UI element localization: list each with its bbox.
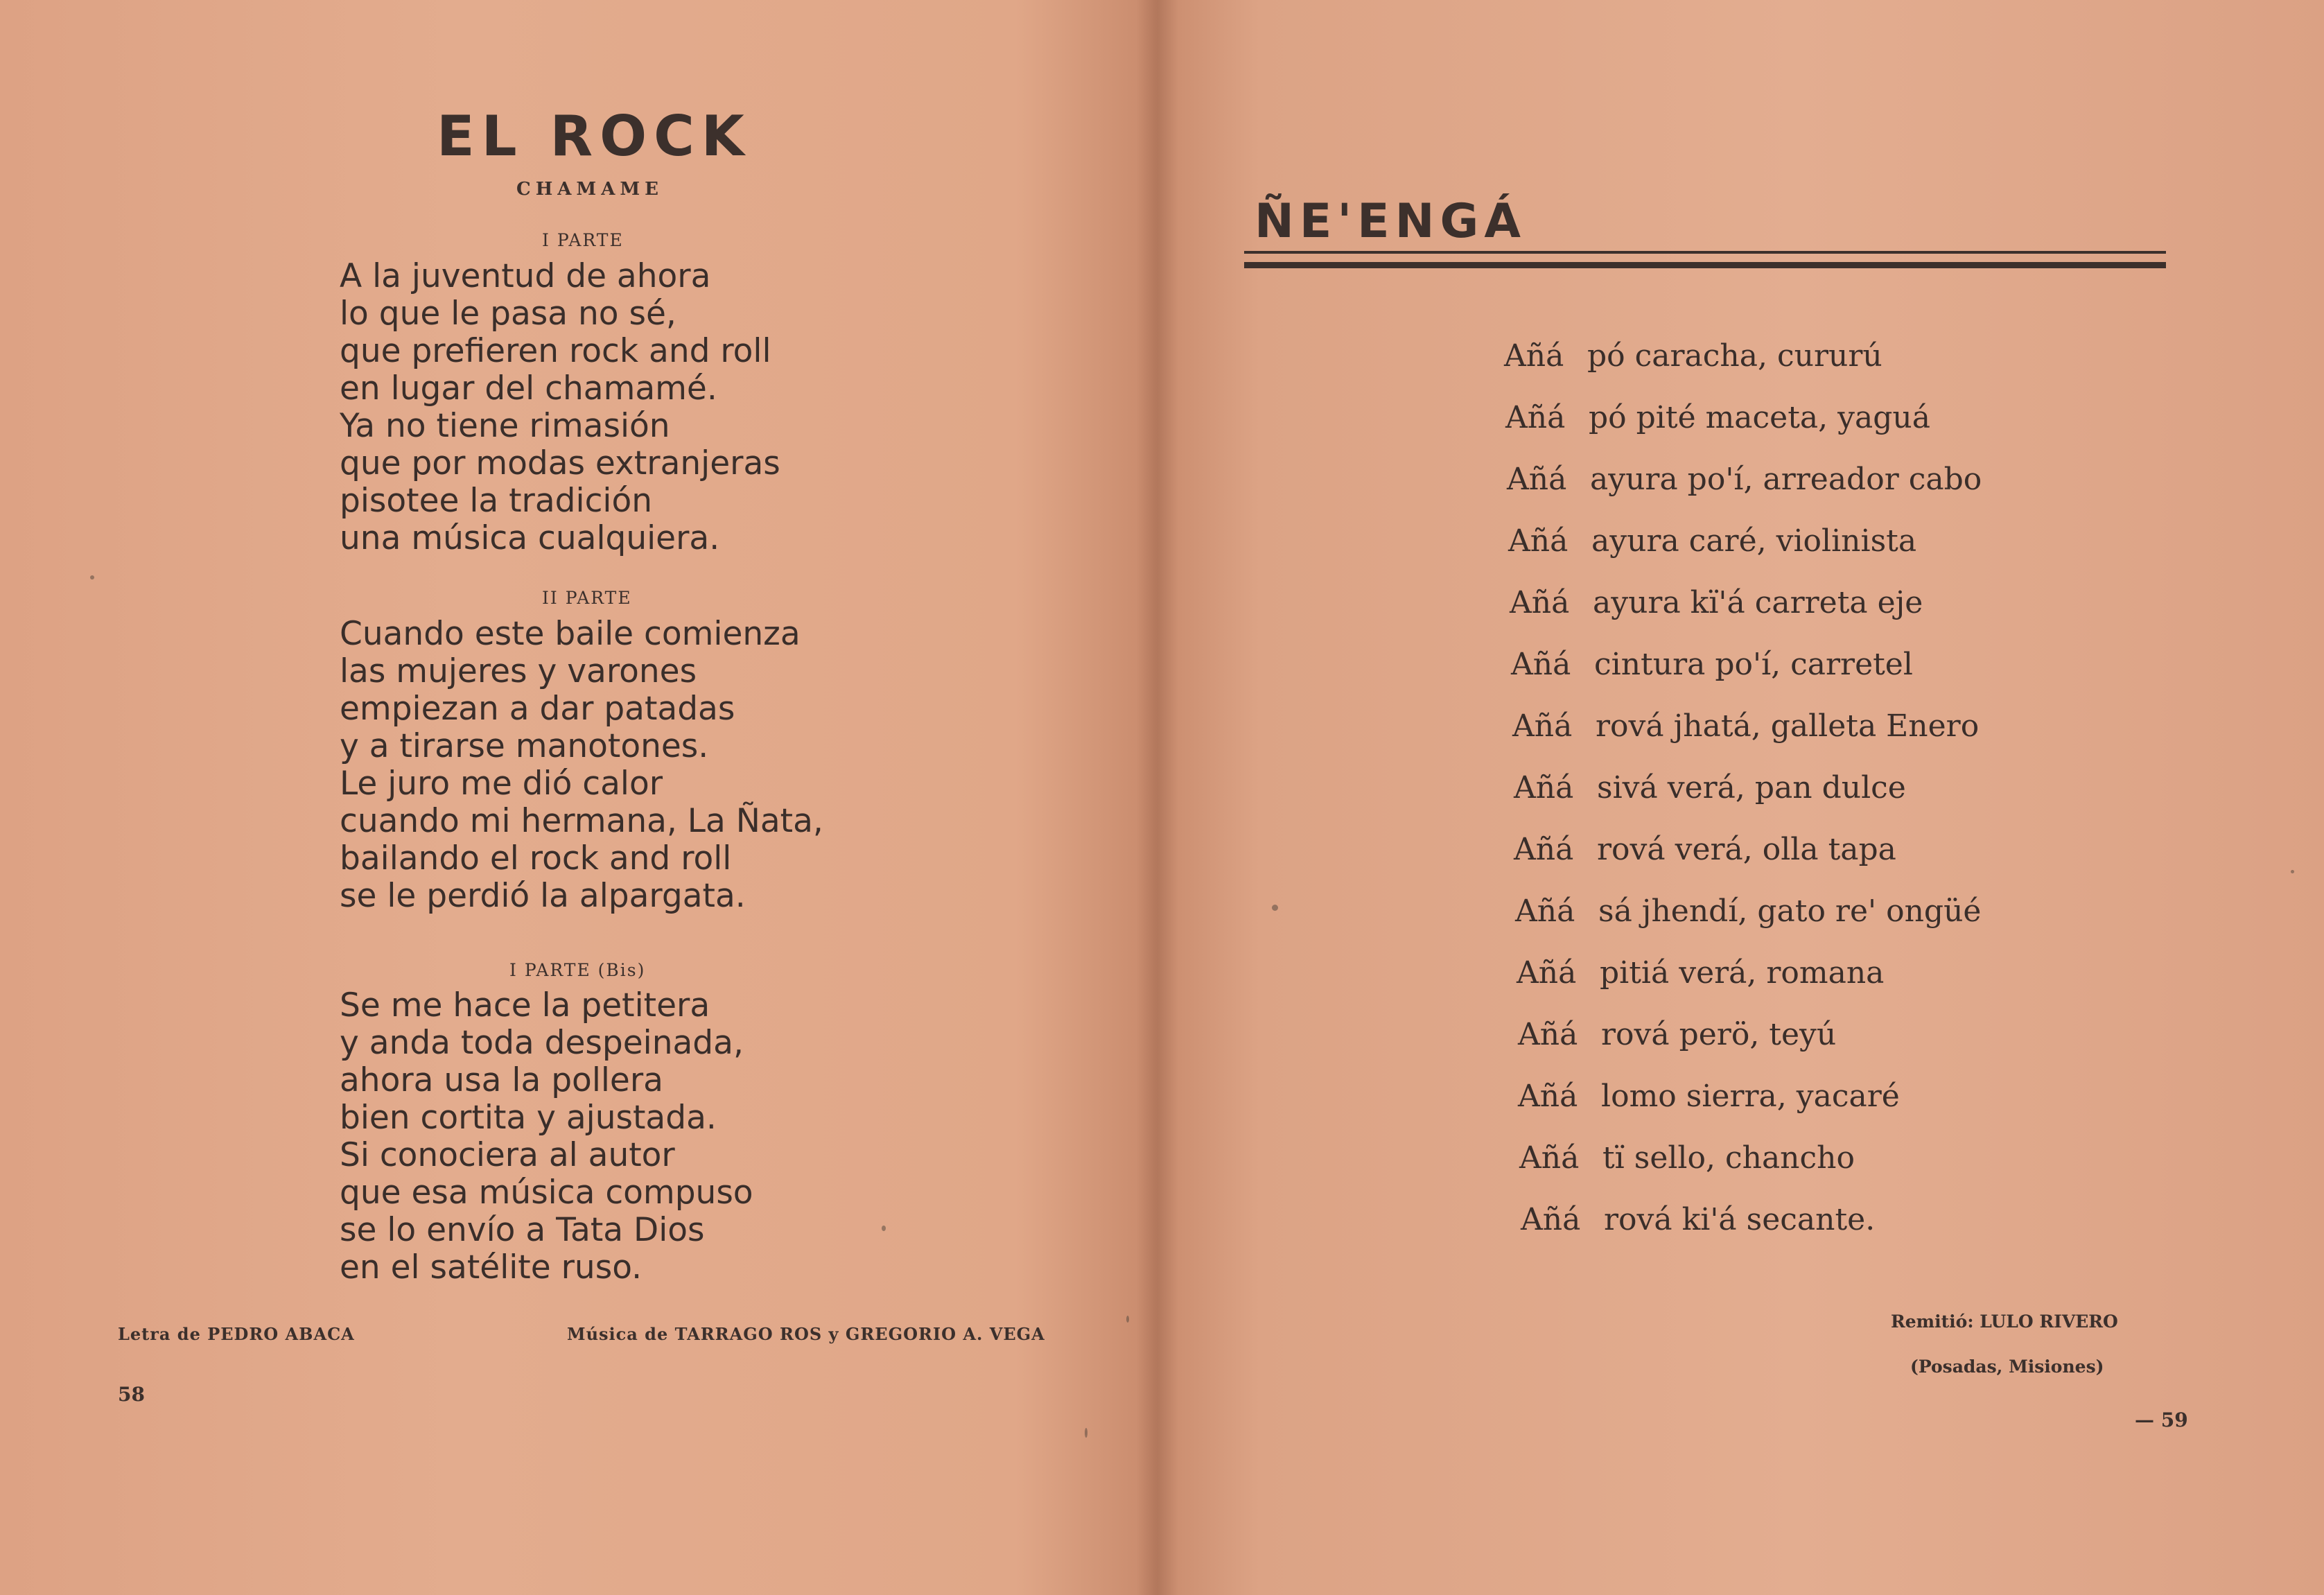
verse-line: A la juventud de ahora	[340, 257, 711, 295]
verse-line	[1504, 338, 1982, 400]
verse-line: Si conociera al autor	[340, 1136, 675, 1174]
verse-line: empiezan a dar patadas	[340, 690, 735, 728]
line-text: ayura kï'á carreta eje	[1593, 585, 1923, 620]
line-text: ayura po'í, arreador cabo	[1590, 462, 1982, 497]
line-text: ayura caré, violinista	[1591, 523, 1917, 559]
line-lead: Añá	[1514, 832, 1574, 867]
line-lead: Añá	[1517, 955, 1577, 991]
verse-line: cuando mi hermana, La Ñata,	[340, 802, 823, 840]
verse-line: se lo envío a Tata Dios	[340, 1211, 705, 1249]
verse-line: y a tirarse manotones.	[340, 727, 709, 765]
line-lead: Añá	[1508, 523, 1569, 559]
verse-line: pisotee la tradición	[340, 482, 653, 520]
line-lead: Añá	[1505, 400, 1566, 435]
line-text: sivá verá, pan dulce	[1597, 770, 1906, 805]
lyrics-credit: Letra de PEDRO ABACA	[118, 1324, 355, 1344]
verse-line: Cuando este baile comienza	[340, 615, 801, 653]
verse-line: en lugar del chamamé.	[340, 369, 717, 408]
paper-speck	[882, 1226, 886, 1231]
verse-line	[1518, 1079, 1982, 1140]
verse-line	[1505, 400, 1982, 462]
line-text: rová ki'á secante.	[1604, 1202, 1876, 1237]
line-lead: Añá	[1521, 1202, 1581, 1237]
paper-speck	[2291, 870, 2294, 873]
line-text: pitiá verá, romana	[1600, 955, 1885, 991]
verse-line	[1515, 894, 1982, 955]
line-lead: Añá	[1518, 1079, 1578, 1114]
verse-line	[1518, 1017, 1982, 1079]
sender-location: (Posadas, Misiones)	[1910, 1357, 2104, 1377]
paper-speck	[90, 575, 94, 579]
verse-line: lo que le pasa no sé,	[340, 295, 676, 333]
line-text: lomo sierra, yacaré	[1601, 1079, 1900, 1114]
line-text: rová verá, olla tapa	[1597, 832, 1896, 867]
line-text: rová jhatá, galleta Enero	[1596, 708, 1980, 744]
verse-line: y anda toda despeinada,	[340, 1024, 744, 1062]
title-rule-top	[1244, 251, 2166, 254]
line-lead: Añá	[1504, 338, 1564, 374]
line-text: pó caracha, cururú	[1587, 338, 1882, 374]
verse-line: ahora usa la pollera	[340, 1061, 663, 1099]
verse-line: bailando el rock and roll	[340, 839, 732, 878]
page-number-right: — 59	[2135, 1409, 2188, 1431]
page-number-left: 58	[118, 1383, 145, 1406]
line-lead: Añá	[1518, 1017, 1578, 1052]
verse-line	[1514, 770, 1982, 832]
verse-line: las mujeres y varones	[340, 652, 697, 690]
verse-block	[340, 987, 753, 1287]
line-lead: Añá	[1511, 647, 1571, 682]
line-text: sá jhendí, gato re' ongüé	[1598, 894, 1982, 929]
verse-block	[340, 258, 780, 557]
line-lead: Añá	[1514, 770, 1574, 805]
music-credit: Música de TARRAGO ROS y GREGORIO A. VEGA	[567, 1324, 1045, 1344]
sender-credit: Remitió: LULO RIVERO	[1891, 1311, 2118, 1332]
verse-line	[1511, 647, 1982, 708]
verse-line	[1519, 1140, 1982, 1202]
verse-line: que por modas extranjeras	[340, 444, 780, 482]
verse-line: en el satélite ruso.	[340, 1248, 643, 1287]
verse-line: una música cualquiera.	[340, 519, 720, 557]
verse-line	[1507, 462, 1982, 523]
verse-line	[1517, 955, 1982, 1017]
paper-speck	[1085, 1428, 1087, 1438]
line-lead: Añá	[1510, 585, 1570, 620]
verse-block	[340, 616, 823, 915]
paper-speck	[1126, 1316, 1129, 1323]
song-title-neenga: ÑE'ENGÁ	[1255, 194, 1526, 249]
verse-list	[1504, 338, 1982, 1264]
line-lead: Añá	[1515, 894, 1575, 929]
verse-line	[1510, 585, 1982, 647]
line-text: cintura po'í, carretel	[1594, 647, 1913, 682]
verse-line: Se me hace la petitera	[340, 986, 710, 1025]
verse-line	[1508, 523, 1982, 585]
verse-line	[1521, 1202, 1982, 1264]
verse-line: bien cortita y ajustada.	[340, 1099, 717, 1137]
song-genre: CHAMAME	[516, 179, 663, 200]
verse-line: que prefieren rock and roll	[340, 332, 771, 370]
title-rule-bottom	[1244, 262, 2166, 268]
paper-speck	[1272, 905, 1278, 911]
song-title-el-rock: EL ROCK	[437, 104, 751, 168]
verse-line: Ya no tiene rimasión	[340, 407, 670, 445]
line-lead: Añá	[1512, 708, 1573, 744]
line-text: pó pité maceta, yaguá	[1589, 400, 1930, 435]
verse-line: que esa música compuso	[340, 1174, 753, 1212]
line-lead: Añá	[1519, 1140, 1580, 1176]
line-lead: Añá	[1507, 462, 1567, 497]
part-heading: I PARTE (Bis)	[509, 960, 646, 980]
verse-line: se le perdió la alpargata.	[340, 877, 746, 915]
part-heading: I PARTE	[542, 230, 624, 250]
verse-line: Le juro me dió calor	[340, 765, 663, 803]
book-gutter	[1137, 0, 1178, 1595]
line-text: tï sello, chancho	[1602, 1140, 1855, 1176]
verse-line	[1512, 708, 1982, 770]
verse-line	[1514, 832, 1982, 894]
line-text: rová perö, teyú	[1601, 1017, 1837, 1052]
part-heading: II PARTE	[542, 588, 632, 608]
